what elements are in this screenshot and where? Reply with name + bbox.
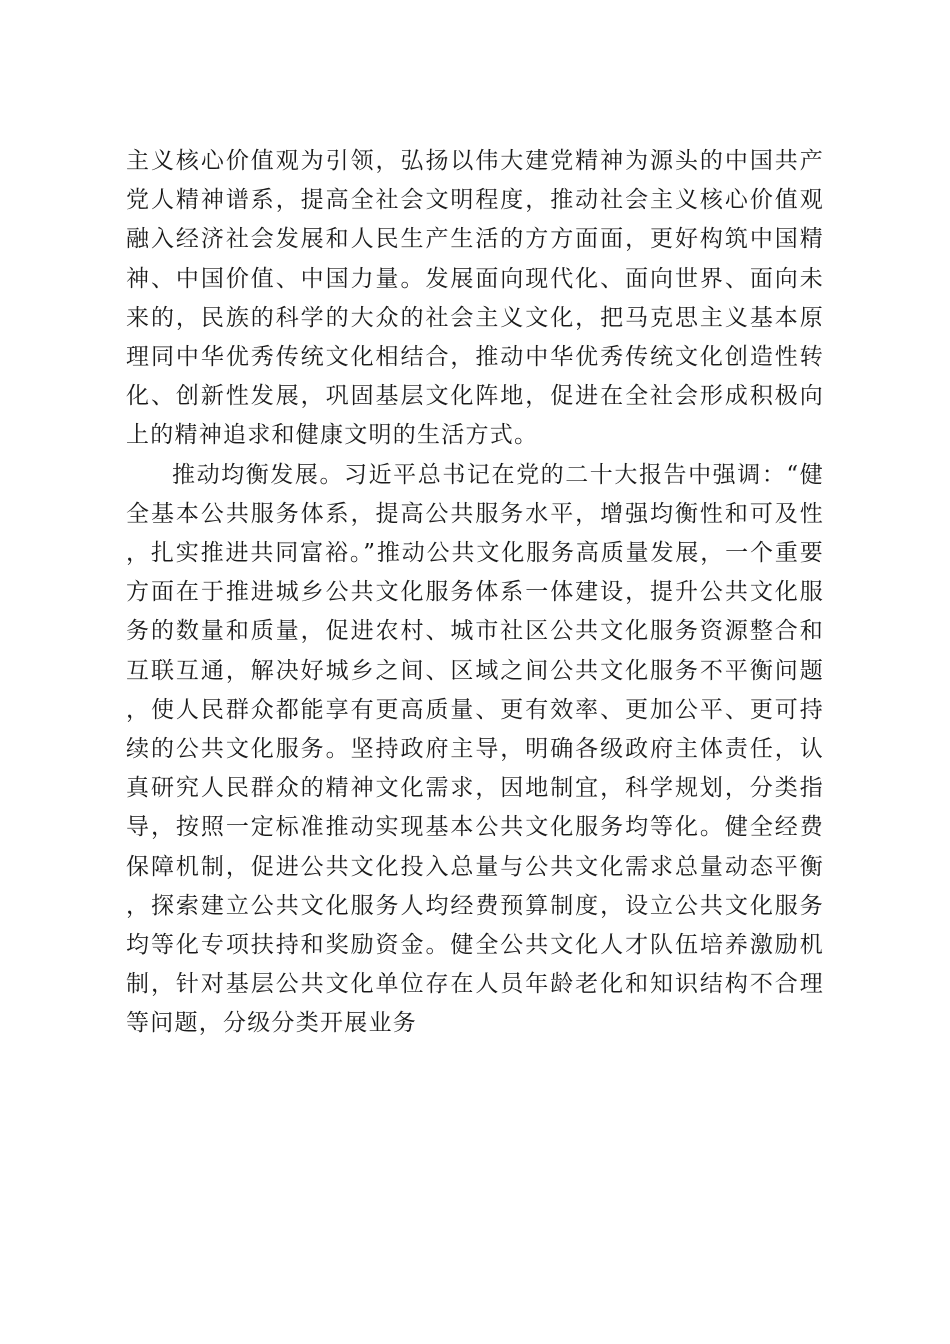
paragraph-balanced-development: 推动均衡发展。习近平总书记在党的二十大报告中强调：“健全基本公共服务体系，提高公共服务水平，增强均衡性和可及性，扎实推进共同富裕。”推动公共文化服务高质量发展，一个重要方面在于推进城乡公共文化服务体系一体建设，提升公共文化服务的数量和质量，促进农村、城市社区公共文化服务资源整合和互联互通，解决好城乡之间、区域之间公共文化服务不平衡问题，使人民群众都能享有更高质量、更有效率、更加公平、更可持续的公共文化服务。坚持政府主导，明确各级政府主体责任，认真研究人民群众的精神文化需求，因地制宜，科学规划，分类指导，按照一定标准推动实现基本公共文化服务均等化。健全经费保障机制，促进公共文化投入总量与公共文化需求总量动态平衡，探索建立公共文化服务人均经费预算制度，设立公共文化服务均等化专项扶持和奖励资金。健全公共文化人才队伍培养激励机制，针对基层公共文化单位存在人员年龄老化和知识结构不合理等问题，分级分类开展业务 (126, 461, 824, 1037)
paragraph-continued: 主义核心价值观为引领，弘扬以伟大建党精神为源头的中国共产党人精神谱系，提高全社会文明程度，推动社会主义核心价值观融入经济社会发展和人民生产生活的方方面面，更好构筑中国精神、中国价值、中国力量。发展面向现代化、面向世界、面向未来的，民族的科学的大众的社会主义文化，把马克思主义基本原理同中华优秀传统文化相结合，推动中华优秀传统文化创造性转化、创新性发展，巩固基层文化阵地，促进在全社会形成积极向上的精神追求和健康文明的生活方式。 (126, 148, 824, 449)
